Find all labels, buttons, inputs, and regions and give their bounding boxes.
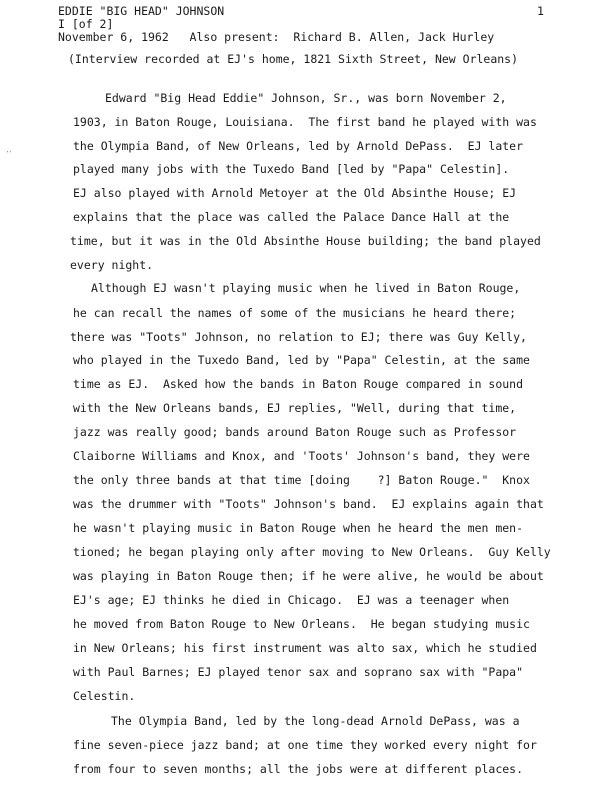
body-line: explains that the place was called the Palace Dance Hall at the: [73, 210, 510, 224]
body-line: tioned; he began playing only after moving to New Orleans. Guy Kelly: [73, 545, 551, 559]
interview-title: EDDIE "BIG HEAD" JOHNSON: [58, 4, 225, 18]
body-line: time as EJ. Asked how the bands in Baton Rouge compared in sound: [73, 377, 524, 391]
body-line: the Olympia Band, of New Orleans, led by Arnold DePass. EJ later: [73, 139, 524, 153]
body-line: Claiborne Williams and Knox, and 'Toots' Johnson's band, they were: [73, 449, 530, 463]
location-line: (Interview recorded at EJ's home, 1821 Sixth Street, New Orleans): [68, 52, 519, 66]
body-line: he wasn't playing music in Baton Rouge when he heard the men men-: [73, 521, 524, 535]
date-attendees-line: November 6, 1962 Also present: Richard B. Allen, Jack Hurley: [58, 30, 495, 44]
body-line: EJ's age; EJ thinks he died in Chicago. EJ was a teenager when: [73, 593, 510, 607]
body-line: he can recall the names of some of the musicians he heard there;: [73, 306, 517, 320]
body-line: Although EJ wasn't playing music when he lived in Baton Rouge,: [91, 281, 521, 295]
body-line: The Olympia Band, led by the long-dead Arnold DePass, was a: [111, 714, 520, 728]
body-line: he moved from Baton Rouge to New Orleans. He began studying music: [73, 617, 530, 631]
stray-mark: ‧‧: [6, 148, 12, 158]
body-line: in New Orleans; his first instrument was alto sax, which he studied: [73, 641, 537, 655]
body-line: was playing in Baton Rouge then; if he were alive, he would be about: [73, 569, 544, 583]
body-line: was the drummer with "Toots" Johnson's band. EJ explains again that: [73, 497, 544, 511]
body-line: who played in the Tuxedo Band, led by "Papa" Celestin, at the same: [73, 353, 530, 367]
body-line: Celestin.: [73, 689, 136, 703]
body-line: with Paul Barnes; EJ played tenor sax and soprano sax with "Papa": [73, 665, 524, 679]
body-line: every night.: [70, 258, 154, 272]
reel-label: I [of 2]: [58, 17, 114, 31]
body-line: played many jobs with the Tuxedo Band [led by "Papa" Celestin].: [73, 162, 510, 176]
body-line: from four to seven months; all the jobs were at different places.: [73, 762, 524, 776]
body-line: 1903, in Baton Rouge, Louisiana. The first band he played with was: [73, 115, 537, 129]
body-line: fine seven-piece jazz band; at one time they worked every night for: [73, 738, 537, 752]
body-line: Edward "Big Head Eddie" Johnson, Sr., was born November 2,: [105, 91, 507, 105]
body-line: time, but it was in the Old Absinthe House building; the band played: [70, 234, 541, 248]
body-line: EJ also played with Arnold Metoyer at the Old Absinthe House; EJ: [73, 186, 517, 200]
body-line: the only three bands at that time [doing ?] Baton Rouge." Knox: [73, 473, 530, 487]
body-line: jazz was really good; bands around Baton Rouge such as Professor: [73, 425, 517, 439]
body-line: there was "Toots" Johnson, no relation to EJ; there was Guy Kelly,: [70, 330, 527, 344]
body-line: with the New Orleans bands, EJ replies, "Well, during that time,: [73, 401, 517, 415]
page-number: 1: [537, 4, 544, 18]
